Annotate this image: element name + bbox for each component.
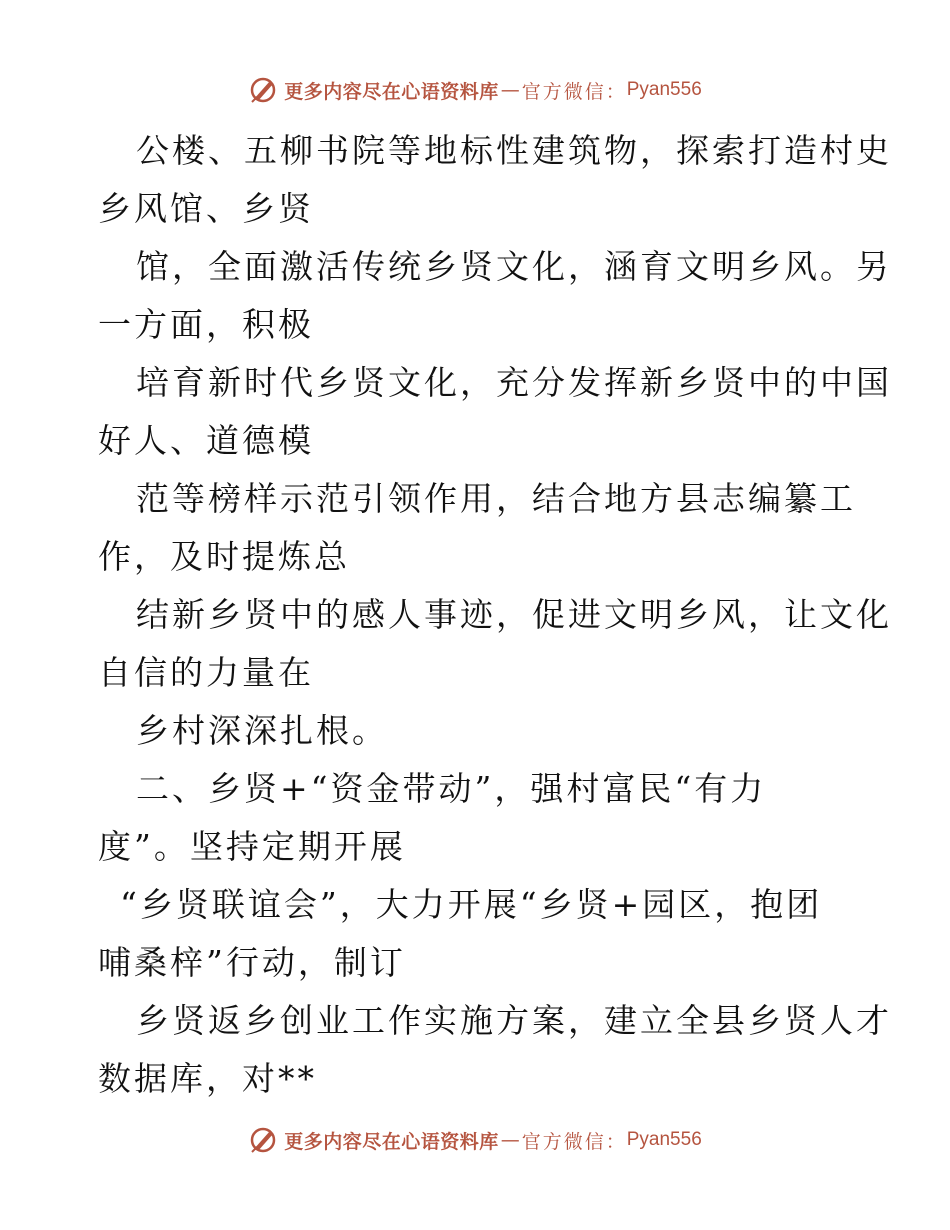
body-line-15: 哺桑梓”行动，制订 xyxy=(98,943,406,982)
body-line-10: 自信的力量在 xyxy=(98,653,314,692)
banner-wechat-label: 官方微信： xyxy=(521,80,627,103)
body-line-1: 公楼、五柳书院等地标性建筑物，探索打造村史 xyxy=(136,131,892,170)
body-line-14: “乡贤联谊会”，大力开展“乡贤+园区，抱团 xyxy=(120,885,823,924)
banner-separator: — xyxy=(500,1129,520,1151)
banner-separator: — xyxy=(500,79,520,101)
banner-wechat-id: Pyan556 xyxy=(626,79,702,100)
banner-brand-text: 更多内容尽在心语资料库 xyxy=(284,80,499,103)
feather-seal-icon xyxy=(248,1125,278,1155)
body-line-13: 度”。坚持定期开展 xyxy=(98,827,406,866)
body-line-7: 范等榜样示范引领作用，结合地方县志编纂工 xyxy=(136,479,856,518)
section-heading-line: 二、乡贤+“资金带动”，强村富民“有力 xyxy=(136,769,767,808)
body-line-8: 作，及时提炼总 xyxy=(98,537,350,576)
body-line-9: 结新乡贤中的感人事迹，促进文明乡风，让文化 xyxy=(136,595,892,634)
body-line-2: 乡风馆、乡贤 xyxy=(98,189,314,228)
banner-brand-text: 更多内容尽在心语资料库 xyxy=(284,1130,499,1153)
banner-wechat-label: 官方微信： xyxy=(521,1130,627,1153)
footer-banner xyxy=(0,1120,950,1160)
body-line-17: 数据库，对** xyxy=(98,1059,317,1098)
body-line-6: 好人、道德模 xyxy=(98,421,314,460)
body-line-5: 培育新时代乡贤文化，充分发挥新乡贤中的中国 xyxy=(136,363,892,402)
body-line-4: 一方面，积极 xyxy=(98,305,314,344)
body-line-3: 馆，全面激活传统乡贤文化，涵育文明乡风。另 xyxy=(136,247,892,286)
banner-wechat-id: Pyan556 xyxy=(626,1129,702,1150)
body-line-11: 乡村深深扎根。 xyxy=(136,711,388,750)
body-line-16: 乡贤返乡创业工作实施方案，建立全县乡贤人才 xyxy=(136,1001,892,1040)
feather-seal-icon xyxy=(248,75,278,105)
document-body xyxy=(98,122,892,1108)
header-banner xyxy=(0,70,950,110)
